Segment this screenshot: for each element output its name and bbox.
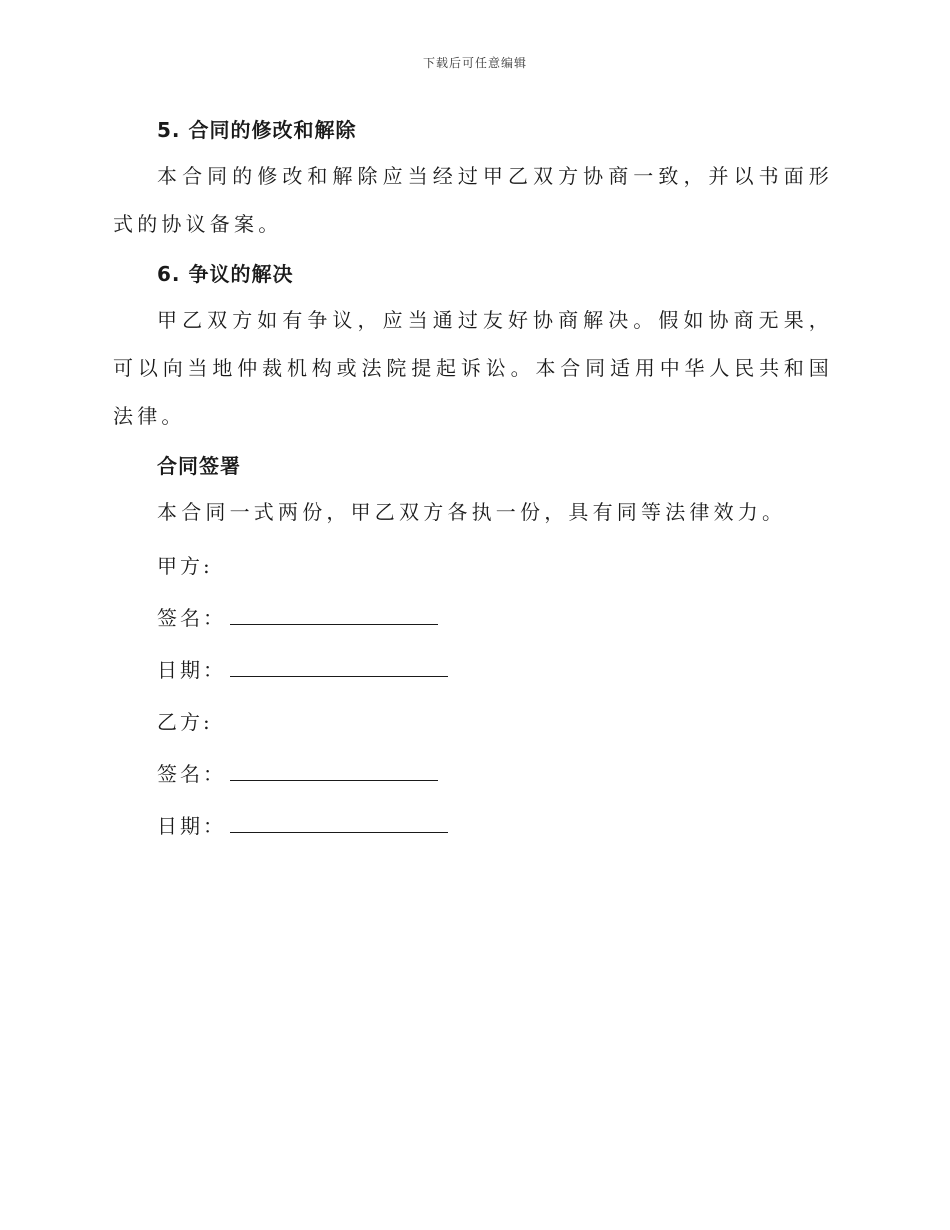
section-heading-modification: 5. 合同的修改和解除 (157, 118, 357, 142)
document-body (113, 108, 833, 852)
party-a-signature-blank[interactable] (230, 602, 438, 625)
party-a-signature-line (157, 592, 833, 644)
section-heading-signing: 合同签署 (157, 454, 241, 478)
section-paragraph-signing: 本合同一式两份，甲乙双方各执一份，具有同等法律效力。 (157, 500, 787, 524)
party-b-text: 乙方: (157, 710, 213, 734)
party-b-date-label: 日期： (157, 814, 226, 838)
party-b-signature-label: 签名： (157, 762, 226, 786)
party-b-signature-blank[interactable] (230, 758, 438, 781)
party-a-signature-label: 签名： (157, 606, 226, 630)
party-a-date-line (157, 644, 833, 696)
party-b-signature-line (157, 748, 833, 800)
party-b-date-line (157, 800, 833, 852)
section-paragraph-modification: 本合同的修改和解除应当经过甲乙双方协商一致，并以书面形式的协议备案。 (113, 164, 833, 236)
page-header: 下载后可任意编辑 (422, 56, 527, 70)
party-a-date-label: 日期： (157, 658, 226, 682)
party-b-date-blank[interactable] (230, 810, 448, 833)
party-a-date-blank[interactable] (230, 654, 448, 677)
section-paragraph-dispute: 甲乙双方如有争议，应当通过友好协商解决。假如协商无果，可以向当地仲裁机构或法院提起诉讼。本合同适用中华人民共和国法律。 (113, 308, 833, 428)
party-b-label (157, 696, 833, 748)
section-heading-dispute: 6. 争议的解决 (157, 262, 294, 286)
party-a-text: 甲方: (157, 554, 213, 578)
party-a-label (157, 540, 833, 592)
